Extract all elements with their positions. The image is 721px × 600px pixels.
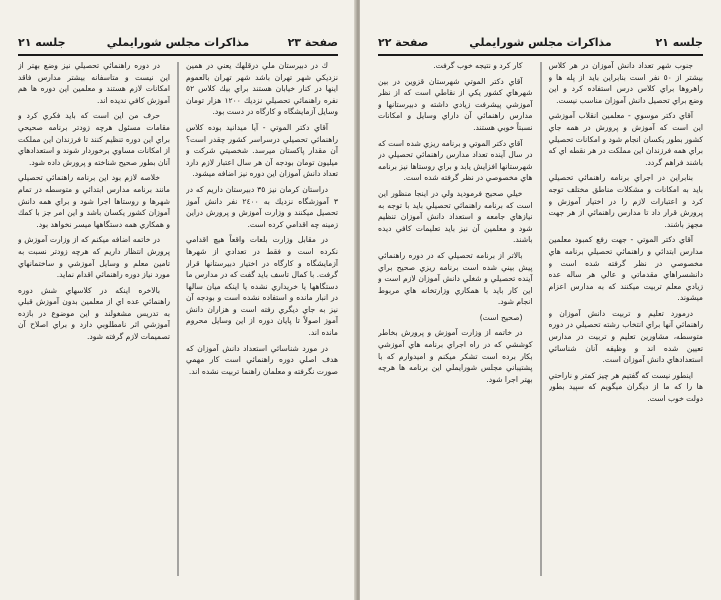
paragraph: (صحيح است) [479, 312, 523, 322]
paragraph: در مقابل وزارت بلعات واقعاً هيچ اقدامي نكرده است و فقط در تعدادي از شهرها آزمايشگاه و كارگاه در اختيار دبيرستانها قرار گرفت. با كمال تاسف بايد گفت كه در مدارس ما دستگاهها يا خريداري نشده يا اينكه ميان سالها در انبار مانده و استفاده نشده است و بودجه آن نيز به جاي ديگري رفته است و هزاران دانش آموز اصولاً تا پايان دوره از اين وسايل محروم مانده اند. [186, 235, 338, 338]
column-divider [540, 62, 541, 576]
paragraph: خلاصه لازم بود اين برنامه راهنمائي تحصيلي مانند برنامه مدارس ابتدائي و متوسطه در تمام شهرها و روستاها اجرا شود و براي همه دانش آموزان كشور يكسان باشد و اين امر جز با كمك و همكاري همه دستگاهها ميسر نخواهد بود. [18, 173, 170, 229]
paragraph: بنابراين در اجراي برنامه راهنمائي تحصيلي بايد به امكانات و مشكلات مناطق مختلف توجه كرد و اعتبارات لازم را در اختيار آموزش و پرورش قرار داد تا مدارس راهنمائي از هر جهت مجهز باشند. [548, 173, 703, 229]
right-page [360, 0, 721, 600]
running-title: مذاكرات مجلس شورايملي [106, 36, 250, 49]
text-column-left [18, 60, 170, 578]
paragraph: آقاي دكتر الموتي - جهت رفع كمبود معلمين مدارس ابتدائي و راهنمائي تحصيلي برنامه هاي مخصوصي در نظر گرفته شده است و دانشسراهاي مقدماتي و عالي هر ساله عده زيادي معلم تربيت ميكنند كه به مدارس اعزام ميشوند. [548, 235, 703, 303]
paragraph: در مورد شناسائي استعداد دانش آموزان كه هدف اصلي دوره راهنمائي است كار مهمي صورت نگرفته و معلمان راهنما تربيت نشده اند. [186, 343, 338, 376]
paragraph: بالاخره اينكه در كلاسهاي شش دوره راهنمائي عده اي از معلمين بدون آموزش قبلي به تدريس مشغولند و اين موضوع در بازده آموزشي اثر نامطلوبي دارد و براي اصلاح آن تصميمات لازم گرفته شود. [18, 285, 170, 342]
paragraph: اينطور نيست كه گفتيم هر چيز كمتر و ناراحتي ها را كه ما از ديگران ميگويم كه سپيد بطور دولت خوب است. [548, 370, 703, 404]
paragraph: جنوب شهر تعداد دانش آموزان در هر كلاس بيشتر از ٥٠ نفر است بنابراين بايد از پله ها و راهروها براي كلاس درس استفاده كرد و اين وضع براي تحصيل دانش آموزان مناسب نيست. [548, 61, 703, 105]
paragraph: آقاي دكتر الموتي و برنامه ريزي شده است كه در سال آينده تعداد مدارس راهنمائي تحصيلي در شهرستانها افزايش يابد و براي روستاها نيز برنامه هاي مخصوصي در نظر گرفته شده است. [378, 138, 533, 183]
left-page-body [18, 60, 338, 578]
paragraph: ك در دبيرستان ملي درقلهك يعني در همين نزديكي شهر تهران باشد شهر تهران بالعموم اينها در كنار خيابان هستند براي بيك كلاس ٥٢ نفره راهنمائي تحصيلي نزديك ١٢٠٠ هزار تومان وسايل آزمايشگاه و كارگاه در دست بود. [186, 61, 338, 117]
text-column-right [549, 60, 704, 578]
paragraph: درمورد تعليم و تربيت دانش آموزان و راهنمائي آنها براي انتخاب رشته تحصيلي در دوره متوسطه، مشاورين تعليم و تربيت در مدارس تعيين شده اند و وظيفه آنان شناسائي استعدادهاي دانش آموزان است. [548, 308, 703, 365]
right-page-body [378, 60, 703, 578]
paragraph: در خاتمه اضافه ميكنم كه از وزارت آموزش و پرورش انتظار داريم كه هرچه زودتر نسبت به تامين معلم و وسايل آموزشي و ساختمانهاي مورد نياز دوره راهنمائي اقدام نمايد. [18, 235, 170, 280]
left-page [0, 0, 356, 600]
column-divider [178, 62, 179, 576]
paragraph: دراستان كرمان نيز ٣٥ دبيرستان داريم كه در ٣ آموزشگاه نزديك به ٢٤٠٠ نفر دانش آموز تحصيل ميكنند و وزارت آموزش و پرورش دراين زمينه چه اقدامي كرده است. [186, 184, 338, 229]
right-page-header [378, 36, 703, 56]
paragraph: كار كرد و نتيجه خوب گرفت. [433, 61, 523, 70]
paragraph: آقاي دكتر الموتي - آيا ميدانيد بوده كلاس راهنمائي تحصيلي درسراسر كشور چقدر است؟ آن مقدار پاكستان ميرسد. شخصيتي شركت و ميليون تومان بودجه آن هر سال اعتبار لازم دارد تعداد دانش آموزان اين دوره نيز اضافه ميشود. [186, 122, 338, 179]
paragraph: در خاتمه از وزارت آموزش و پرورش بخاطر كوششي كه در راه اجراي برنامه هاي آموزشي بكار برده است تشكر ميكنم و اميدوارم كه با پشتيباني مجلس شورايملي اين برنامه ها هرچه بهتر اجرا شود. [378, 328, 533, 384]
page-number: صفحة ٢٣ [287, 36, 338, 49]
paragraph: بالاتر از برنامه تحصيلي كه در دوره راهنمائي پيش بيني شده است برنامه ريزي صحيح براي آينده تحصيلي و شغلي دانش آموزان لازم است و اين كار بايد با همكاري وزارتخانه هاي مربوط انجام شود. [378, 250, 533, 307]
running-title: مذاكرات مجلس شورايملي [469, 36, 612, 49]
text-column-right [186, 60, 338, 578]
session-label: جلسه ٢١ [18, 36, 66, 49]
paragraph: در دوره راهنمائي تحصيلي نيز وضع بهتر از اين نيست و متاسفانه بيشتر مدارس فاقد امكانات لازم هستند و معلمين اين دوره ها هم آموزش كافي نديده اند. [18, 61, 170, 105]
paragraph: حرف من اين است كه بايد فكري كرد و مقامات مسئول هرچه زودتر برنامه صحيحي براي اين دوره تنظيم كنند تا فرزندان اين مملكت از امكانات مساوي برخوردار شوند و استعدادهاي آنان بطور صحيح شناخته و پرورش داده شود. [18, 111, 170, 167]
paragraph: آقاي دكتر الموتي شهرستان قزوين در بين شهرهاي كشور يكي از نقاطي است كه از نظر آموزشي پيشرفت زيادي داشته و دبيرستانها و مدارس راهنمائي آن داراي وسايل و امكانات نسبتاً خوبي هستند. [378, 76, 533, 132]
session-label: جلسه ٢١ [655, 36, 703, 49]
text-column-left [378, 60, 533, 578]
left-page-header [18, 36, 338, 56]
paragraph: خيلي صحيح فرموديد ولي در اينجا منظور اين است كه برنامه راهنمائي تحصيلي بايد با توجه به نيازهاي جامعه و استعداد دانش آموزان تنظيم شود و معلمين آن نيز بايد تعليمات كافي ديده باشند. [378, 188, 533, 245]
paragraph: آقاي دكتر موسوي - معلمين انقلاب آموزشي اين است كه آموزش و پرورش در همه جاي كشور بطور يكسان انجام شود و امكانات تحصيلي براي همه فرزندان اين مملكت در هر نقطه اي كه باشند فراهم گردد. [548, 111, 703, 167]
page-number: صفحة ٢٢ [378, 36, 429, 49]
